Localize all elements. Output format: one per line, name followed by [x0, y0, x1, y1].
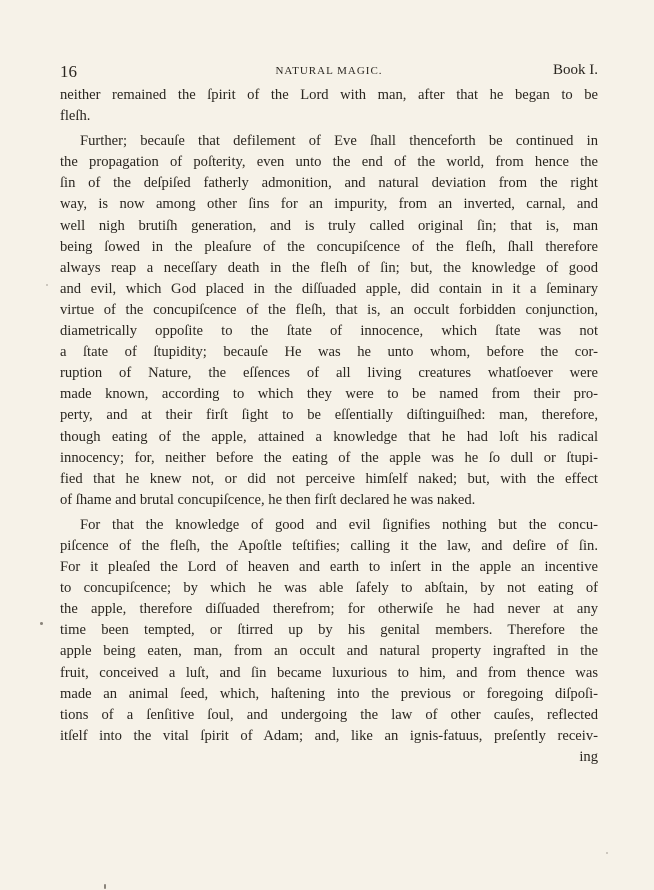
text-line: diametrically oppoſite to the ſtate of innocence, which ſtate was not — [60, 323, 598, 340]
text-line: virtue of the concupiſcence of the fleſh, that is, an occult forbidden conjunction, — [60, 301, 598, 318]
body-text — [60, 85, 598, 768]
text-line: made an animal ſeed, which, haſtening into the previous or foregoing diſpoſi- — [60, 685, 598, 702]
text-line: to concupiſcence; by which he was able ſafely to abſtain, by not eating of — [60, 580, 598, 597]
text-line: way, is now among other ſins for an impurity, from an inverted, carnal, and — [60, 196, 598, 213]
paragraph — [60, 131, 598, 511]
paper-speck — [104, 884, 106, 889]
text-line: For that the knowledge of good and evil ſignifies nothing but the concu- — [80, 516, 598, 533]
text-line: of ſhame and brutal concupiſcence, he then firſt declared he was naked. — [60, 491, 476, 508]
paragraph — [60, 85, 598, 127]
text-line: innocency; for, neither before the eating of the apple was he ſo dull or ſtupi- — [60, 449, 598, 466]
text-line: For it pleaſed the Lord of heaven and earth to inſert in the apple an incentive — [60, 559, 598, 576]
text-line: the apple, therefore diſſuaded therefrom; for otherwiſe he had never at any — [60, 601, 598, 618]
text-line: neither remained the ſpirit of the Lord with man, after that he began to be — [60, 87, 598, 103]
paper-speck — [40, 622, 43, 625]
text-line: Further; becauſe that defilement of Eve ſhall thenceforth be continued in — [80, 133, 598, 150]
text-line: itſelf into the vital ſpirit of Adam; and, like an ignis-fatuus, preſently receiv- — [60, 727, 598, 744]
page-header — [60, 62, 598, 84]
text-line: time been tempted, or ſtirred up by his genital members. Therefore the — [60, 622, 598, 639]
text-line: apple being eaten, man, from an occult and natural property ingrafted in the — [60, 643, 598, 660]
text-line: ſin of the deſpiſed fatherly admonition, and natural deviation from the right — [60, 175, 598, 192]
paragraph — [60, 515, 598, 747]
text-line: fied that he knew not, or did not perceive himſelf naked; but, with the effect — [60, 470, 598, 487]
text-line: ruption of Nature, the eſſences of all living creatures whatſoever were — [60, 365, 598, 382]
text-line: the propagation of poſterity, even unto the end of the world, from hence the — [60, 154, 598, 171]
text-line: always reap a neceſſary death in the fleſh of ſin; but, the knowledge of good — [60, 259, 598, 276]
text-line: made known, according to which they were to be named from their pro- — [60, 386, 598, 403]
page-number: 16 — [60, 62, 77, 81]
text-line: well nigh brutiſh generation, and is truly called original ſin; that is, man — [60, 217, 598, 234]
text-line: a ſtate of ſtupidity; becauſe He was he unto whom, before the cor- — [60, 344, 598, 361]
catchword: ing — [579, 748, 598, 765]
running-title: NATURAL MAGIC. — [275, 65, 383, 77]
text-line: though eating of the apple, attained a knowledge that he had loſt his radical — [60, 428, 598, 445]
paper-speck — [46, 284, 48, 286]
text-line: fruit, conceived a luſt, and ſin became luxurious to him, and from thence was — [60, 664, 598, 681]
book-label: Book I. — [553, 62, 598, 78]
text-line: perty, and at their firſt ſight to be eſſentially diſtinguiſhed: man, therefore, — [60, 407, 598, 424]
text-line: tions of a ſenſitive ſoul, and undergoing the law of other cauſes, reflected — [60, 706, 598, 723]
text-line: and evil, which God placed in the diſſuaded apple, did contain in it a ſeminary — [60, 280, 598, 297]
paper-speck — [606, 852, 608, 854]
text-line: fleſh. — [60, 108, 91, 125]
text-line: being ſowed in the pleaſure of the concupiſcence of the fleſh, ſhall therefore — [60, 238, 598, 255]
text-line: piſcence of the fleſh, the Apoſtle teſtifies; calling it the law, and deſire of ſin. — [60, 537, 598, 554]
